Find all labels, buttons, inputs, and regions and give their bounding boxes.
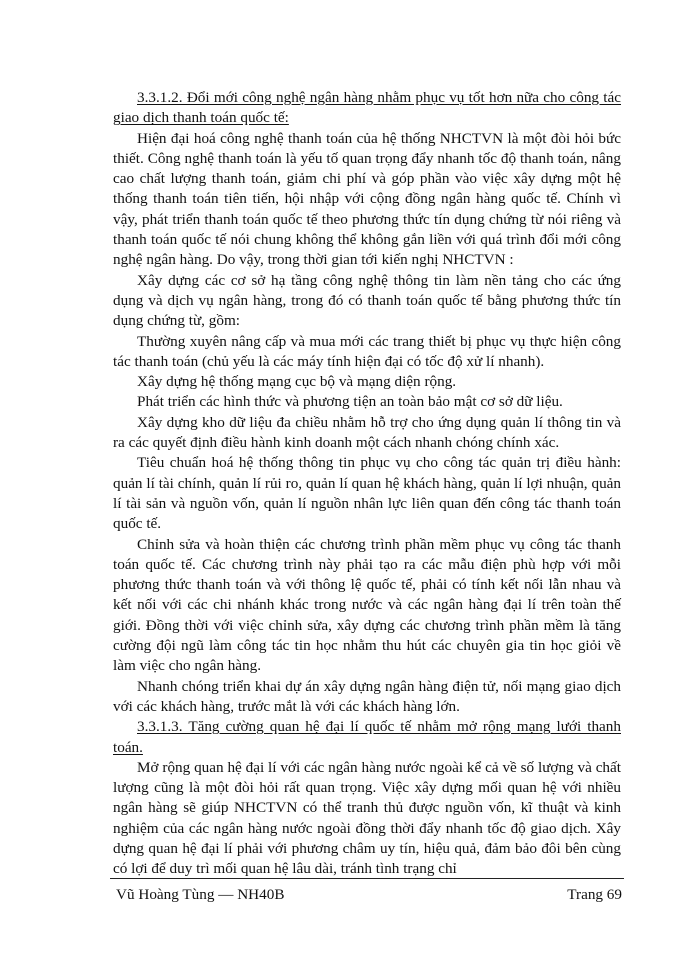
paragraph: Xây dựng kho dữ liệu đa chiều nhằm hỗ trợ cho ứng dụng quản lí thông tin và ra các quyết định điều hành kinh doanh một cách nhanh chóng chính xác.: [113, 413, 621, 452]
section-heading-3-3-1-3: 3.3.1.3. Tăng cường quan hệ đại lí quốc tế nhằm mở rộng mạng lưới thanh toán.: [113, 718, 621, 756]
footer-page-number: Trang 69: [567, 886, 622, 903]
document-body: [113, 88, 621, 880]
paragraph: Mở rộng quan hệ đại lí với các ngân hàng nước ngoài kể cả về số lượng và chất lượng cũng là một đòi hỏi rất quan trọng. Việc xây dựng mối quan hệ với nhiều ngân hàng sẽ giúp NHCTVN có thể tranh thủ được nguồn vốn, kĩ thuật và kinh nghiệm của các ngân hàng nước ngoài đồng thời đẩy nhanh tốc độ giao dịch. Xây dựng quan hệ đại lí phải với phương châm uy tín, hiệu quả, đảm bảo đôi bên cùng có lợi để duy trì mối quan hệ lâu dài, tránh tình trạng chỉ: [113, 758, 621, 878]
paragraph: Chỉnh sửa và hoàn thiện các chương trình phần mềm phục vụ công tác thanh toán quốc tế. Các chương trình này phải tạo ra các mẫu điện phù hợp với mỗi phương thức thanh toán và với thông lệ quốc tế, phải có tính kết nối lẫn nhau và kết nối với các chi nhánh khác trong nước và các ngân hàng đại lí trên toàn thế giới. Đồng thời với việc chỉnh sửa, xây dựng các chương trình phần mềm là tăng cường đội ngũ làm công tác tin học nhằm thu hút các chuyên gia tin học giỏi về làm việc cho ngân hàng.: [113, 535, 621, 675]
footer-author: Vũ Hoàng Tùng — NH40B: [116, 886, 285, 903]
section-heading-3-3-1-2: 3.3.1.2. Đổi mới công nghệ ngân hàng nhằm phục vụ tốt hơn nữa cho công tác giao dịch thanh toán quốc tế:: [113, 89, 621, 127]
paragraph: Thường xuyên nâng cấp và mua mới các trang thiết bị phục vụ thực hiện công tác thanh toán (chủ yếu là các máy tính hiện đại có tốc độ xử lí nhanh).: [113, 332, 621, 370]
paragraph: Tiêu chuẩn hoá hệ thống thông tin phục vụ cho công tác quản trị điều hành: quản lí tài chính, quản lí rủi ro, quản lí quan hệ khách hàng, quản lí lợi nhuận, quản lí tài sản và nguồn vốn, quản lí nguồn nhân lực liên quan đến công tác thanh toán quốc tế.: [113, 454, 621, 533]
footer-divider: [110, 878, 624, 879]
paragraph: Xây dựng hệ thống mạng cục bộ và mạng diện rộng.: [137, 373, 457, 391]
paragraph: Phát triển các hình thức và phương tiện an toàn bảo mật cơ sở dữ liệu.: [137, 393, 563, 411]
paragraph: Hiện đại hoá công nghệ thanh toán của hệ thống NHCTVN là một đòi hỏi bức thiết. Công nghệ thanh toán là yếu tố quan trọng đẩy nhanh tốc độ thanh toán, nâng cao chất lượng thanh toán, giảm chi phí và góp phần vào việc xây dựng một hệ thống thanh toán tiên tiến, hội nhập với cộng đồng ngân hàng quốc tế. Chính vì vậy, phát triển thanh toán quốc tế theo phương thức tín dụng chứng từ nói riêng và thanh toán quốc tế nói chung không thể không gắn liền với quá trình đổi mới công nghệ ngân hàng. Do vậy, trong thời gian tới kiến nghị NHCTVN :: [113, 129, 621, 269]
paragraph: Nhanh chóng triển khai dự án xây dựng ngân hàng điện tử, nối mạng giao dịch với các khách hàng, trước mắt là với các khách hàng lớn.: [113, 677, 621, 715]
paragraph: Xây dựng các cơ sở hạ tầng công nghệ thông tin làm nền tảng cho các ứng dụng và dịch vụ ngân hàng, trong đó có thanh toán quốc tế bằng phương thức tín dụng chứng từ, gồm:: [113, 271, 621, 330]
